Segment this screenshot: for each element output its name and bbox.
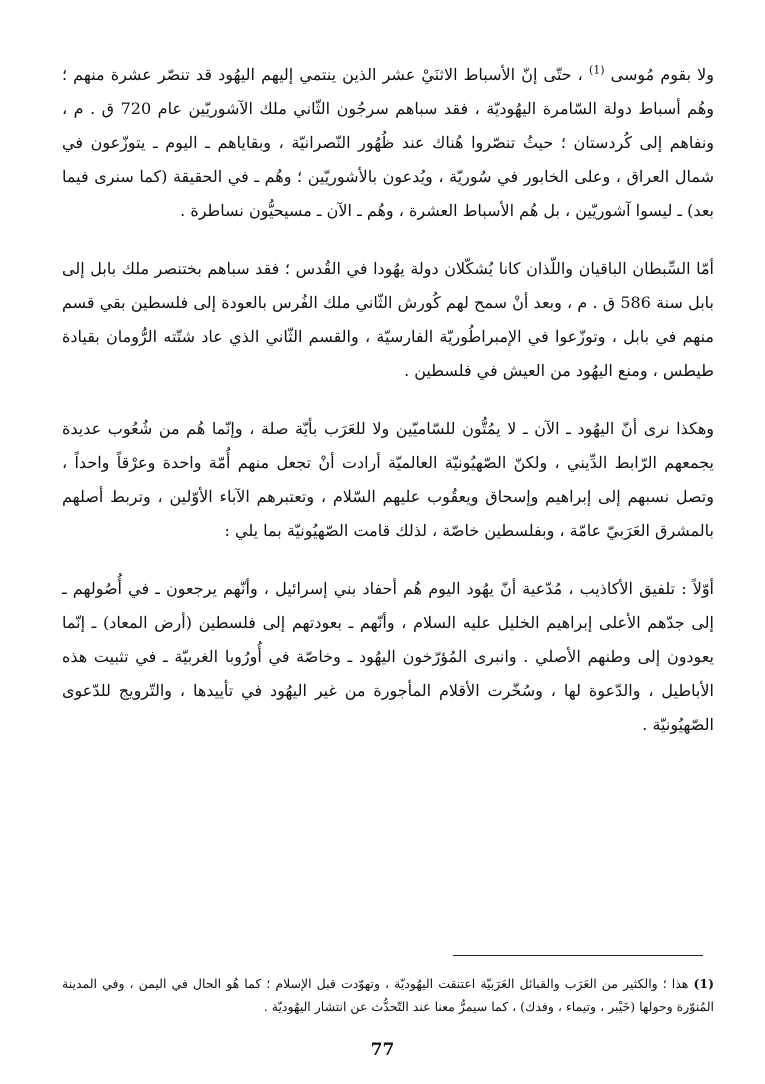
paragraph-2: أمّا السِّبطان الباقيان واللّذان كانا يُشكّلان دولة يهُودا في القُدس ؛ فقد سباهم بختنصر ملك بابل إلى بابل سنة 586 ق . م ، وبعد أنْ سمح لهم كُورش الثّاني ملك الفُرس بالعودة إلى فلسطين بقي قسم منهم في بابل ، وتوزّعوا في الإمبراطُوريّة الفارسيّة ، والقسم الثّاني الذي عاد شتّته الرُّومان بقيادة طيطس ، ومنع اليهُود من العيش في فلسطين . bbox=[62, 259, 715, 380]
paragraph-4: أوّلاً : تلفيق الأكاذيب ، مُدّعية أنّ يهُود اليوم هُم أحفاد بني إسرائيل ، وأنّهم يرجعون ـ في أُصُولهم ـ إلى جدّهم الأعلى إبراهيم الخليل عليه السلام ، وأنّهم ـ بعودتهم إلى فلسطين (أرض المعاد) ـ إنّما يعودون إلى وطنهم الأصلي . وانبرى المُؤرّخون اليهُود ـ وخاصّة في أُورُوبا الغربيّة ـ في تثبيت هذه الأباطيل ، والدّعوة لها ، وسُخّرت الأقلام المأجورة من غير اليهُود في تأييدها ، والتّرويج للدّعوى الصّهيُونيّة . bbox=[62, 579, 714, 734]
paragraph-1 bbox=[62, 58, 714, 228]
footnote-number: (1) bbox=[693, 976, 715, 991]
footnote bbox=[62, 972, 714, 1018]
paragraph-1-rest: ، حتّى إنّ الأسباط الاثنَيْ عشر الذين ينتمي إليهم اليهُود قد تنصّر عشرة منهم ؛ وهُم أسباط دولة السّامرة اليهُوديّة ، فقد سباهم سرجُون الثّاني ملك الآشوريّين عام 720 ق . م ، ونفاهم إلى كُردستان ؛ حيثُ تنصّروا هُناك عند ظُهُور النّصرانيّة ، وبقاياهم ـ اليوم ـ يتوزّعون في شمال العراق ، وعلى الخابور في سُوريّة ، ويُدعون بالأشوريّين ؛ وهُم ـ في الحقيقة (كما سنرى فيما بعد) ـ ليسوا آشوريّين ، بل هُم الأسباط العشرة ، وهُم ـ الآن ـ مسيحيُّون نساطرة . bbox=[62, 65, 714, 220]
footnote-reference[interactable]: (1) bbox=[588, 63, 605, 77]
page-number: 77 bbox=[370, 1040, 395, 1060]
paragraph-1-start: ولا بقوم مُوسى bbox=[610, 65, 714, 84]
main-text bbox=[62, 58, 714, 766]
footnote-text: هذا ؛ والكثير من العَرَب والقبائل العَرَبيّة اعتنقت اليهُوديّة ، وتهوّدت قبل الإسلام ؛ كما هُو الحال في اليمن ، وفي المدينة المُنوّرة وحولها (خَيْبر ، وتيماء ، وفدك) ، كما سيمرُّ معنا عند التّحدُّث عن انتشار اليهُوديّة . bbox=[62, 976, 714, 1014]
footnote-divider bbox=[453, 955, 703, 956]
paragraph-3: وهكذا نرى أنّ اليهُود ـ الآن ـ لا يمُتُّون للسّاميّين ولا للعَرَب بأيّة صلة ، وإنّما هُم من شُعُوب عديدة يجمعهم الرّابط الدِّيني ، ولكنّ الصّهيُونيّة العالميّة أرادت أنْ تجعل منهم أُمّة واحدة وعرْقاً واحداً ، وتصل نسبهم إلى إبراهيم وإسحاق ويعقُوب عليهم السّلام ، وتعتبرهم الآباء الأوّلين ، وتربط أصلهم بالمشرق العَرَبيّ عامّة ، وبفلسطين خاصّة ، لذلك قامت الصّهيُونيّة بما يلي : bbox=[62, 419, 714, 540]
